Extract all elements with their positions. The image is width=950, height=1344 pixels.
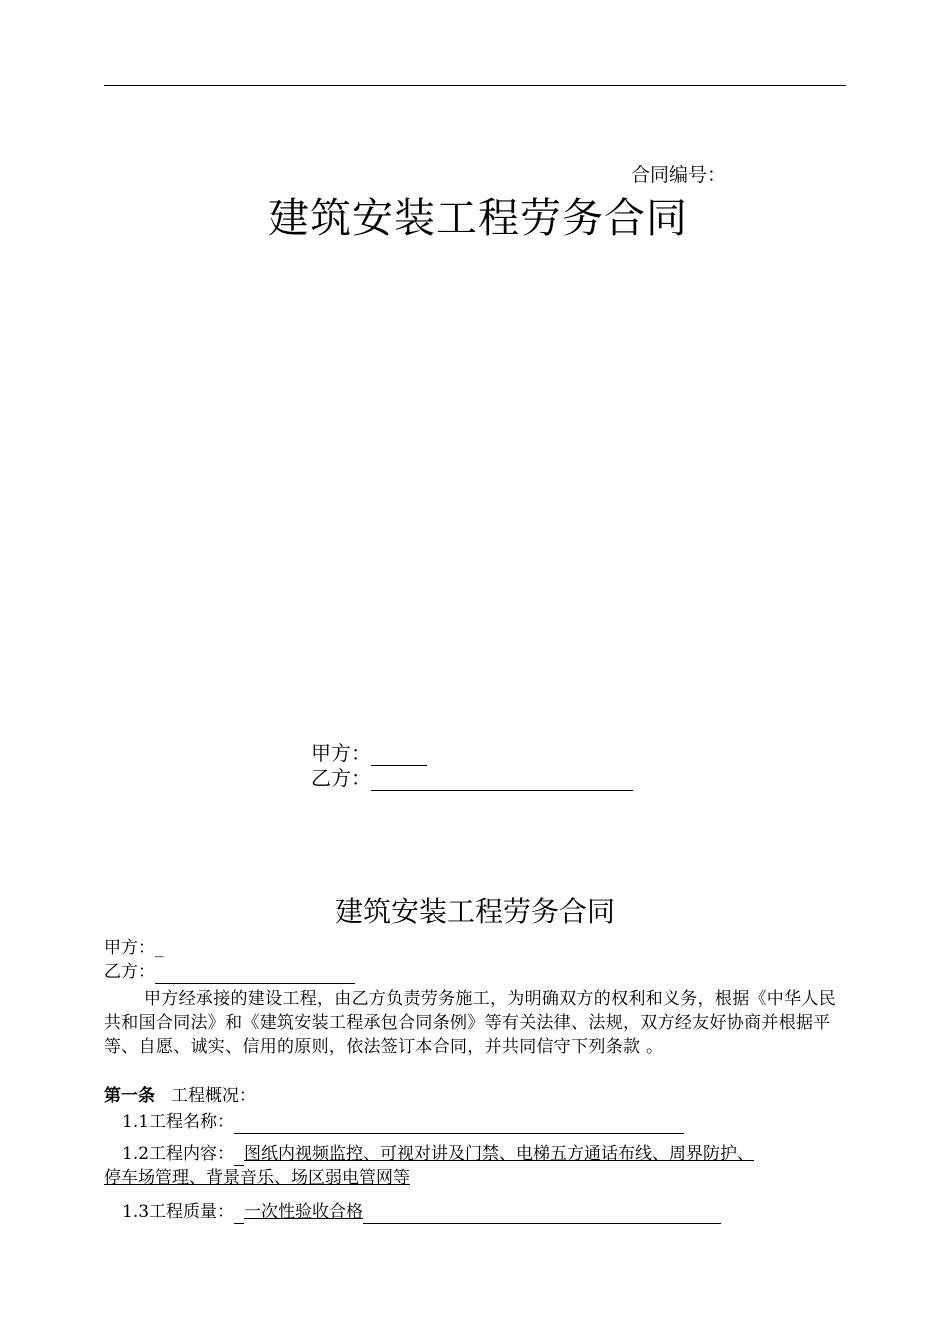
article-1-title: 工程概况：: [171, 1086, 256, 1106]
header-rule: [104, 85, 846, 86]
cover-party-b: [311, 762, 633, 791]
item-1-2-value-line1: 图纸内视频监控、可视对讲及门禁、电梯五方通话布线、周界防护、: [244, 1144, 755, 1164]
cover-party-b-blank: [371, 770, 633, 791]
preamble-paragraph: [104, 987, 848, 1059]
item-1-2-continued: [104, 1166, 410, 1190]
cover-party-a-label: 甲方：: [311, 741, 371, 765]
item-1-3-blank: [363, 1205, 721, 1224]
article-1-heading: [104, 1084, 256, 1108]
item-1-1-label: 1.1工程名称：: [122, 1112, 235, 1132]
body-party-b: [104, 960, 355, 984]
body-title: 建筑安装工程劳务合同: [334, 895, 615, 928]
item-1-3-label: 1.3工程质量：: [122, 1202, 235, 1222]
preamble-text: 甲方经承接的建设工程，由乙方负责劳务施工，为明确双方的权利和义务，根据《中华人民共和国合同法》和《建筑安装工程承包合同条例》等有关法律、法规，双方经友好协商并根据平等、自愿、诚实、信用的原则，依法签订本合同，并共同信守下列条款 。: [104, 989, 836, 1057]
item-1-1-blank: [234, 1115, 684, 1134]
body-party-b-label: 乙方：: [104, 962, 155, 982]
article-1-number: 第一条: [104, 1086, 155, 1106]
item-1-3: [122, 1200, 721, 1224]
cover-title: 建筑安装工程劳务合同: [268, 194, 688, 242]
item-1-2: [122, 1142, 754, 1166]
item-1-2-label: 1.2工程内容：: [122, 1144, 235, 1164]
item-1-1: [122, 1110, 684, 1134]
body-party-b-blank: [155, 965, 355, 984]
item-1-2-value-line2: 停车场管理、背景音乐、场区弱电管网等: [104, 1168, 410, 1188]
cover-party-b-label: 乙方：: [311, 766, 371, 790]
contract-number-label: 合同编号：: [631, 164, 727, 186]
item-1-3-value: 一次性验收合格: [244, 1202, 364, 1222]
body-party-a: 甲方：_: [104, 938, 164, 958]
